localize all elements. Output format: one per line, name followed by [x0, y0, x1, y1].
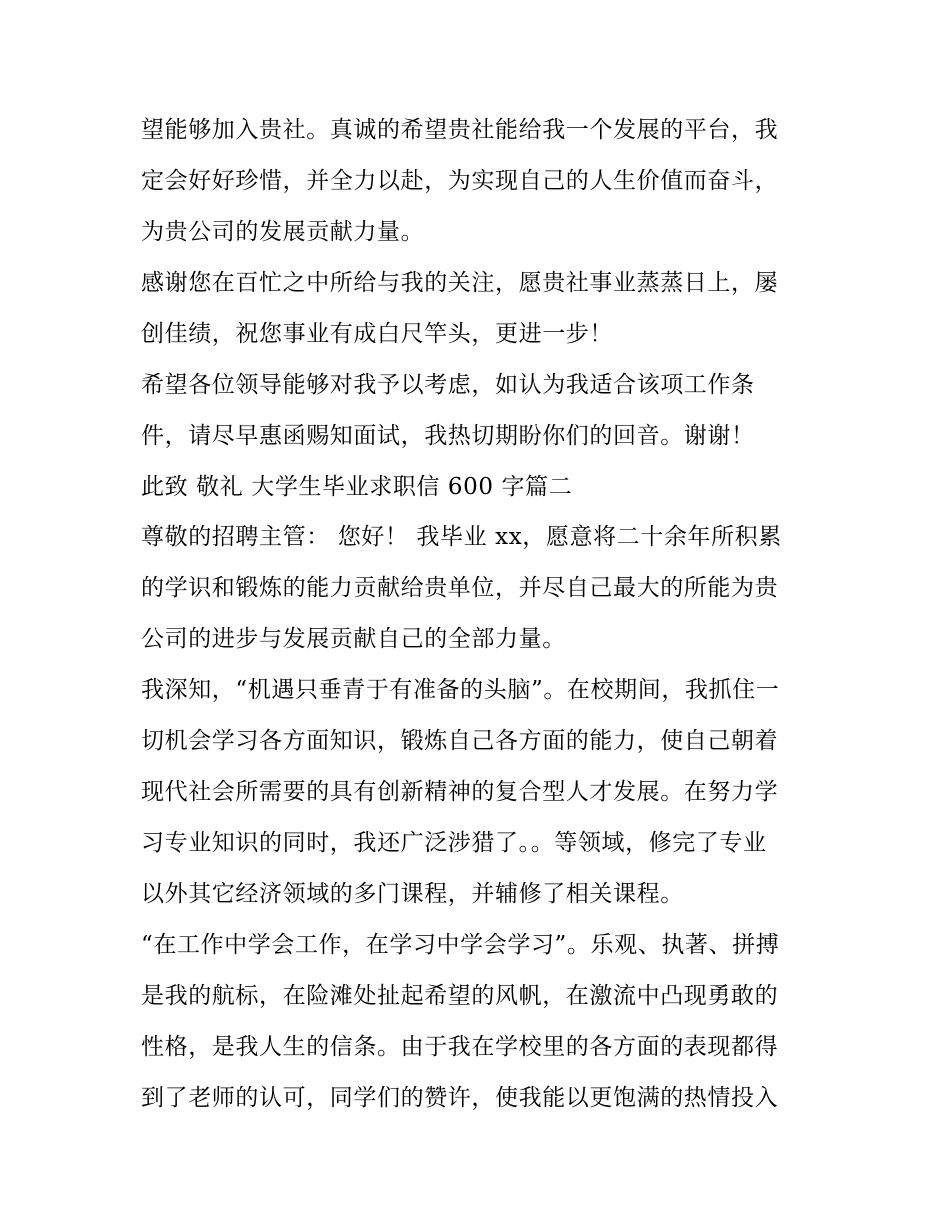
text-line: 感谢您在百忙之中所给与我的关注，愿贵社事业蒸蒸日上，屡 — [141, 270, 779, 296]
text-line: 创佳绩，祝您事业有成白尺竿头，更进一步！ — [141, 321, 613, 347]
section-heading: 此致 敬礼 大学生毕业求职信 600 字篇二 — [141, 474, 573, 500]
text-line: 希望各位领导能够对我予以考虑，如认为我适合该项工作条 — [141, 372, 755, 398]
text-line: 件，请尽早惠函赐知面试，我热切期盼你们的回音。谢谢！ — [141, 423, 755, 449]
text-line: 尊敬的招聘主管： 您好！ 我毕业 xx，愿意将二十余年所积累 — [141, 524, 782, 550]
text-line: “在工作中学会工作，在学习中学会学习”。乐观、执著、拼搏 — [141, 932, 780, 958]
text-line: 以外其它经济领域的多门课程，并辅修了相关课程。 — [141, 881, 684, 907]
document-body — [141, 108, 821, 1127]
text-line: 定会好好珍惜，并全力以赴，为实现自己的人生价值而奋斗， — [141, 168, 779, 194]
text-line: 公司的进步与发展贡献自己的全部力量。 — [141, 626, 566, 652]
text-line: 现代社会所需要的具有创新精神的复合型人才发展。在努力学 — [141, 779, 779, 805]
text-line: 为贵公司的发展贡献力量。 — [141, 219, 425, 245]
text-line: 习专业知识的同时，我还广泛涉猎了。。等领域，修完了专业 — [141, 830, 767, 856]
text-line: 的学识和锻炼的能力贡献给贵单位，并尽自己最大的所能为贵 — [141, 575, 779, 601]
text-line: 切机会学习各方面知识，锻炼自己各方面的能力，使自己朝着 — [141, 728, 779, 754]
text-line: 性格，是我人生的信条。由于我在学校里的各方面的表现都得 — [141, 1034, 779, 1060]
text-line: 我深知，“机遇只垂青于有准备的头脑”。在校期间，我抓住一 — [141, 677, 780, 703]
text-line: 到了老师的认可，同学们的赞许，使我能以更饱满的热情投入 — [141, 1085, 779, 1111]
text-line: 是我的航标，在险滩处扯起希望的风帆，在激流中凸现勇敢的 — [141, 983, 779, 1009]
text-line: 望能够加入贵社。真诚的希望贵社能给我一个发展的平台，我 — [141, 117, 779, 143]
